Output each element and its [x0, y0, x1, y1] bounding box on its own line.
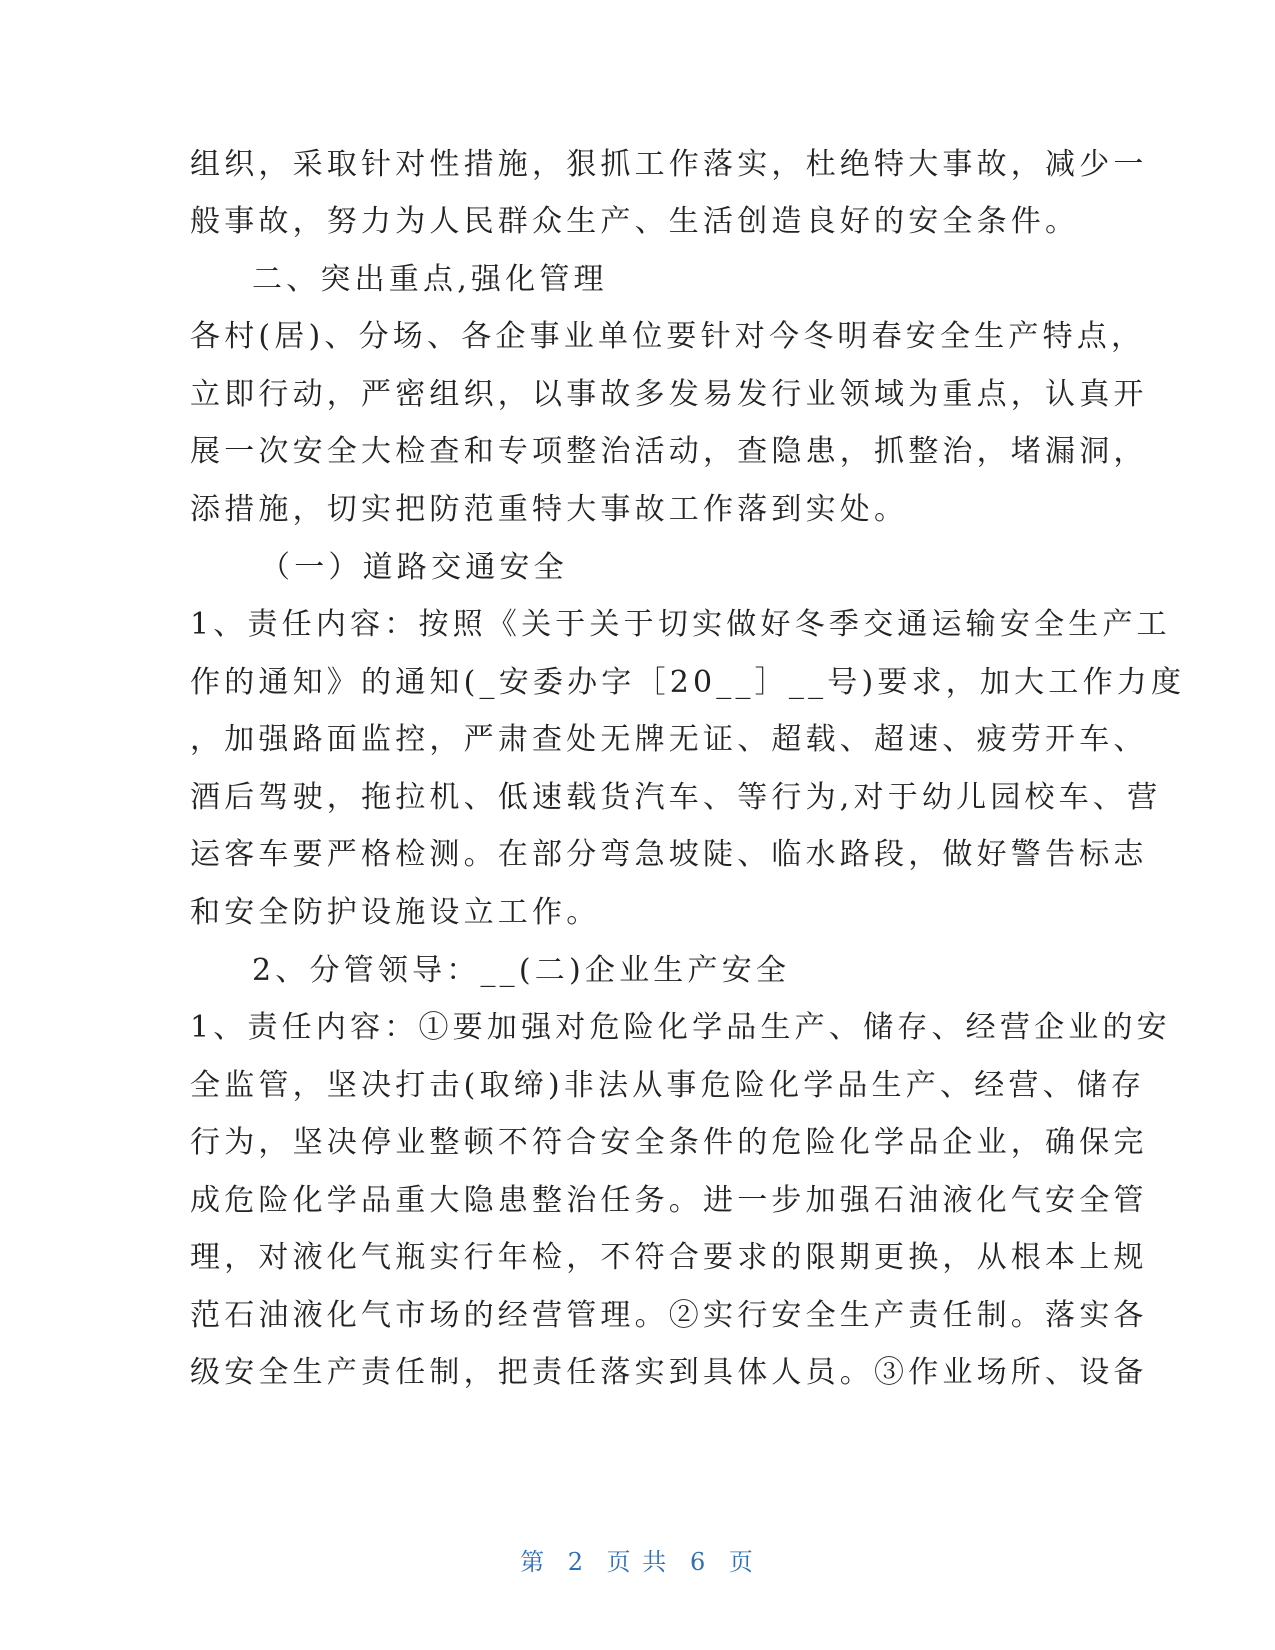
text-line-2: 般事故，努力为人民群众生产、生活创造良好的安全条件。: [190, 204, 1080, 239]
text-line-16: 1、责任内容：①要加强对危险化学品生产、储存、经营企业的安: [190, 1010, 1171, 1045]
footer-suffix: 页: [728, 1548, 755, 1576]
text-line-4: 各村(居)、分场、各企事业单位要针对今冬明春安全生产特点，: [190, 319, 1146, 354]
text-line-6: 展一次安全大检查和专项整治活动，查隐患，抓整治，堵漏洞，: [190, 434, 1148, 469]
text-line-18: 行为，坚决停业整顿不符合安全条件的危险化学品企业，确保完: [190, 1125, 1148, 1160]
text-line-21: 范石油液化气市场的经营管理。②实行安全生产责任制。落实各: [190, 1298, 1148, 1333]
text-line-9: 1、责任内容：按照《关于关于切实做好冬季交通运输安全生产工: [190, 607, 1171, 642]
text-line-14: 和安全防护设施设立工作。: [190, 895, 601, 930]
text-line-5: 立即行动，严密组织，以事故多发易发行业领域为重点，认真开: [190, 377, 1148, 412]
text-line-13: 运客车要严格检测。在部分弯急坡陡、临水路段，做好警告标志: [190, 837, 1148, 872]
text-line-1: 组织，采取针对性措施，狠抓工作落实，杜绝特大事故，减少一: [190, 147, 1148, 182]
text-line-11: ，加强路面监控，严肃查处无牌无证、超载、超速、疲劳开车、: [190, 722, 1148, 757]
text-line-22: 级安全生产责任制，把责任落实到具体人员。③作业场所、设备: [190, 1355, 1148, 1390]
text-line-12: 酒后驾驶，拖拉机、低速载货汽车、等行为,对于幼儿园校车、营: [190, 780, 1162, 815]
footer-middle: 页 共: [606, 1548, 669, 1576]
text-line-7: 添措施，切实把防范重特大事故工作落到实处。: [190, 492, 909, 527]
subsection-heading-road-traffic: （一）道路交通安全: [260, 550, 568, 585]
footer-current-page: 2: [567, 1548, 586, 1576]
text-line-17: 全监管，坚决打击(取缔)非法从事危险化学品生产、经营、储存: [190, 1068, 1146, 1103]
footer-total-pages: 6: [689, 1548, 708, 1576]
text-line-20: 理，对液化气瓶实行年检，不符合要求的限期更换，从根本上规: [190, 1240, 1148, 1275]
footer-prefix: 第: [520, 1548, 547, 1576]
text-line-10: 作的通知》的通知(_安委办字［20__］__号)要求，加大工作力度: [190, 665, 1186, 700]
text-line-19: 成危险化学品重大隐患整治任务。进一步加强石油液化气安全管: [190, 1183, 1148, 1218]
section-heading-2: 二、突出重点,强化管理: [252, 262, 608, 297]
text-line-15: 2、分管领导：__(二)企业生产安全: [252, 953, 791, 988]
page-footer: [0, 1546, 1275, 1578]
